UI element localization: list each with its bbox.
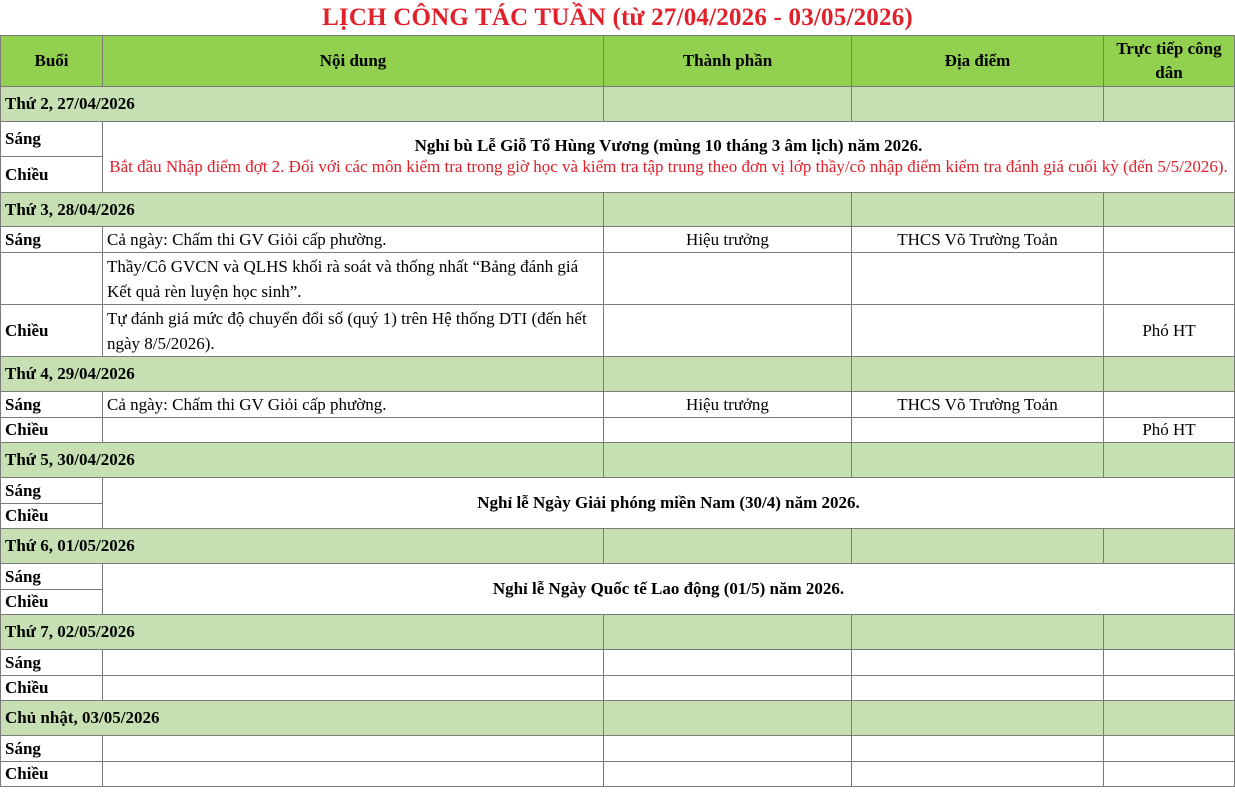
header-truc-tiep: Trực tiếp công dân xyxy=(1104,36,1235,87)
session-chieu: Chiều xyxy=(1,305,103,357)
participants-cell xyxy=(604,305,852,357)
location-cell xyxy=(852,650,1104,676)
day-cell-empty xyxy=(852,701,1104,736)
day-cell-empty xyxy=(604,529,852,564)
session-row xyxy=(1,736,1235,762)
location-cell xyxy=(852,418,1104,443)
participants-cell xyxy=(604,253,852,305)
participants-cell xyxy=(604,650,852,676)
day-cell-empty xyxy=(604,87,852,122)
day-cell-empty xyxy=(604,443,852,478)
content-cell xyxy=(103,762,604,787)
session-chieu: Chiều xyxy=(1,676,103,701)
day-label: Thứ 2, 27/04/2026 xyxy=(1,87,604,122)
day-row-tue xyxy=(1,193,1235,227)
citizen-cell xyxy=(1104,762,1235,787)
holiday-note-bold: Nghỉ bù Lễ Giỗ Tổ Hùng Vương (mùng 10 tháng 3 âm lịch) năm 2026. xyxy=(414,136,923,155)
participants-cell xyxy=(604,736,852,762)
session-sang: Sáng xyxy=(1,478,103,504)
citizen-cell xyxy=(1104,253,1235,305)
day-cell-empty xyxy=(852,87,1104,122)
content-cell xyxy=(103,650,604,676)
session-row xyxy=(1,418,1235,443)
session-row xyxy=(1,564,1235,590)
day-cell-empty xyxy=(604,357,852,392)
location-cell: THCS Võ Trường Toản xyxy=(852,392,1104,418)
session-row xyxy=(1,122,1235,157)
day-row-sun xyxy=(1,701,1235,736)
location-cell: THCS Võ Trường Toản xyxy=(852,227,1104,253)
participants-cell: Hiệu trưởng xyxy=(604,392,852,418)
citizen-cell xyxy=(1104,650,1235,676)
citizen-cell: Phó HT xyxy=(1104,418,1235,443)
day-label: Thứ 3, 28/04/2026 xyxy=(1,193,604,227)
header-thanh-phan: Thành phần xyxy=(604,36,852,87)
session-row xyxy=(1,305,1235,357)
session-row xyxy=(1,650,1235,676)
location-cell xyxy=(852,253,1104,305)
session-sang: Sáng xyxy=(1,736,103,762)
day-label: Thứ 6, 01/05/2026 xyxy=(1,529,604,564)
day-cell-empty xyxy=(604,193,852,227)
session-row xyxy=(1,676,1235,701)
session-empty xyxy=(1,253,103,305)
session-sang: Sáng xyxy=(1,392,103,418)
header-row xyxy=(1,36,1235,87)
participants-cell xyxy=(604,676,852,701)
session-chieu: Chiều xyxy=(1,762,103,787)
day-label: Thứ 7, 02/05/2026 xyxy=(1,615,604,650)
session-sang: Sáng xyxy=(1,227,103,253)
day-label: Chủ nhật, 03/05/2026 xyxy=(1,701,604,736)
holiday-note-red: Bắt đầu Nhập điểm đợt 2. Đối với các môn kiểm tra trong giờ học và kiểm tra tập trung theo đơn vị lớp thầy/cô nhập điểm kiểm tra đánh giá cuối kỳ (đến 5/5/2026). xyxy=(109,157,1228,176)
day-cell-empty xyxy=(852,357,1104,392)
holiday-note: Nghỉ lễ Ngày Quốc tế Lao động (01/5) năm 2026. xyxy=(103,564,1235,615)
location-cell xyxy=(852,736,1104,762)
schedule-table xyxy=(0,35,1235,787)
session-row xyxy=(1,478,1235,504)
day-cell-empty xyxy=(1104,357,1235,392)
content-cell: Cả ngày: Chấm thi GV Giỏi cấp phường. xyxy=(103,392,604,418)
participants-cell xyxy=(604,762,852,787)
header-buoi: Buổi xyxy=(1,36,103,87)
header-dia-diem: Địa điểm xyxy=(852,36,1104,87)
session-sang: Sáng xyxy=(1,122,103,157)
day-cell-empty xyxy=(1104,87,1235,122)
location-cell xyxy=(852,676,1104,701)
day-row-thu xyxy=(1,443,1235,478)
day-row-sat xyxy=(1,615,1235,650)
page-title: LỊCH CÔNG TÁC TUẦN (từ 27/04/2026 - 03/05/2026) xyxy=(322,4,913,31)
session-row xyxy=(1,762,1235,787)
content-cell xyxy=(103,736,604,762)
session-chieu: Chiều xyxy=(1,157,103,193)
session-chieu: Chiều xyxy=(1,590,103,615)
day-label: Thứ 4, 29/04/2026 xyxy=(1,357,604,392)
citizen-cell: Phó HT xyxy=(1104,305,1235,357)
session-chieu: Chiều xyxy=(1,418,103,443)
day-row-wed xyxy=(1,357,1235,392)
header-noi-dung: Nội dung xyxy=(103,36,604,87)
day-row-fri xyxy=(1,529,1235,564)
holiday-note xyxy=(103,122,1235,193)
day-cell-empty xyxy=(852,193,1104,227)
content-cell: Tự đánh giá mức độ chuyển đổi số (quý 1) trên Hệ thống DTI (đến hết ngày 8/5/2026). xyxy=(103,305,604,357)
content-cell xyxy=(103,418,604,443)
day-cell-empty xyxy=(1104,193,1235,227)
participants-cell: Hiệu trưởng xyxy=(604,227,852,253)
content-row xyxy=(1,253,1235,305)
day-cell-empty xyxy=(852,529,1104,564)
day-cell-empty xyxy=(1104,701,1235,736)
day-row-mon xyxy=(1,87,1235,122)
session-row xyxy=(1,392,1235,418)
session-chieu: Chiều xyxy=(1,504,103,529)
day-cell-empty xyxy=(1104,529,1235,564)
holiday-note: Nghỉ lễ Ngày Giải phóng miền Nam (30/4) năm 2026. xyxy=(103,478,1235,529)
content-cell: Thầy/Cô GVCN và QLHS khối rà soát và thống nhất “Bảng đánh giá Kết quả rèn luyện học sinh”. xyxy=(103,253,604,305)
participants-cell xyxy=(604,418,852,443)
citizen-cell xyxy=(1104,392,1235,418)
day-cell-empty xyxy=(604,615,852,650)
citizen-cell xyxy=(1104,676,1235,701)
citizen-cell xyxy=(1104,227,1235,253)
day-cell-empty xyxy=(1104,443,1235,478)
day-cell-empty xyxy=(604,701,852,736)
session-sang: Sáng xyxy=(1,564,103,590)
day-cell-empty xyxy=(1104,615,1235,650)
session-sang: Sáng xyxy=(1,650,103,676)
content-cell: Cả ngày: Chấm thi GV Giỏi cấp phường. xyxy=(103,227,604,253)
location-cell xyxy=(852,762,1104,787)
location-cell xyxy=(852,305,1104,357)
session-row xyxy=(1,227,1235,253)
content-cell xyxy=(103,676,604,701)
citizen-cell xyxy=(1104,736,1235,762)
day-cell-empty xyxy=(852,615,1104,650)
day-cell-empty xyxy=(852,443,1104,478)
day-label: Thứ 5, 30/04/2026 xyxy=(1,443,604,478)
